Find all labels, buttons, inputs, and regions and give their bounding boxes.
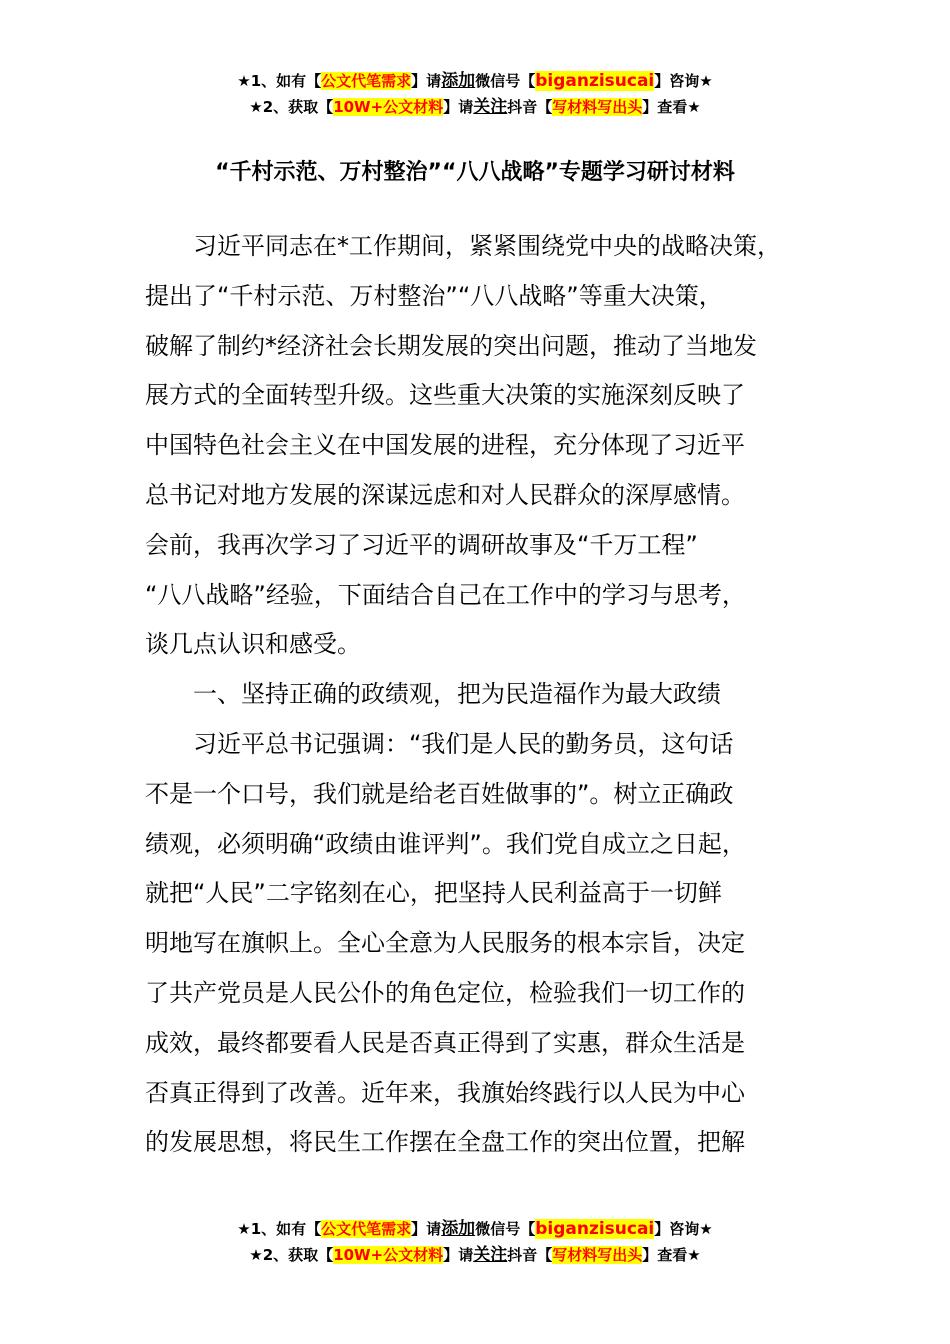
body-line: 一、坚持正确的政绩观，把为民造福作为最大政绩 — [145, 680, 721, 709]
banner-highlight: 公文代笔需求 — [321, 1220, 412, 1238]
banner-text: 抖音【 — [507, 98, 553, 116]
banner-text: 】查看★ — [642, 98, 701, 116]
banner-text: 】咨询★ — [654, 1220, 713, 1238]
body-line: 提出了“千村示范、万村整治”“八八战略”等重大决策， — [145, 281, 723, 310]
banner-text: ★2、获取【 — [249, 98, 334, 116]
body-line: 破解了制约*经济社会长期发展的突出问题，推动了当地发 — [145, 331, 757, 360]
banner-text: ★1、如有【 — [237, 1220, 322, 1238]
banner-text: 】查看★ — [642, 1246, 701, 1264]
header-banner — [0, 68, 950, 120]
body-line: 的发展思想，将民生工作摆在全盘工作的突出位置，把解 — [145, 1128, 745, 1157]
banner-text: 】咨询★ — [654, 72, 713, 90]
body-line: 总书记对地方发展的深谋远虑和对人民群众的深厚感情。 — [145, 480, 745, 509]
body-line: 否真正得到了改善。近年来，我旗始终践行以人民为中心 — [145, 1078, 745, 1107]
banner-text: 】请 — [411, 72, 442, 90]
banner-text: ★1、如有【 — [237, 72, 322, 90]
banner-emphasis: 关注 — [473, 97, 508, 117]
body-line: 习近平总书记强调：“我们是人民的勤务员，这句话 — [145, 729, 734, 758]
body-line: 绩观，必须明确“政绩由谁评判”。我们党自成立之日起， — [145, 829, 746, 858]
body-line: 展方式的全面转型升级。这些重大决策的实施深刻反映了 — [145, 381, 745, 410]
body-line: 成效，最终都要看人民是否真正得到了实惠，群众生活是 — [145, 1028, 745, 1057]
banner-line-2 — [0, 1242, 950, 1268]
body-line: 会前，我再次学习了习近平的调研故事及“千万工程” — [145, 530, 698, 559]
banner-line-1 — [0, 68, 950, 94]
body-line: 明地写在旗帜上。全心全意为人民服务的根本宗旨，决定 — [145, 929, 745, 958]
body-line: 不是一个口号，我们就是给老百姓做事的”。树立正确政 — [145, 779, 734, 808]
banner-emphasis: 添加 — [441, 71, 476, 91]
banner-wechat-id: biganzisucai — [535, 71, 655, 91]
banner-wechat-id: biganzisucai — [535, 1219, 655, 1239]
banner-line-1 — [0, 1216, 950, 1242]
banner-highlight: 10W+公文材料 — [333, 98, 444, 116]
banner-text: 】请 — [411, 1220, 442, 1238]
banner-text: 微信号【 — [475, 1220, 536, 1238]
banner-highlight: 写材料写出头 — [552, 98, 643, 116]
document-body — [145, 222, 825, 1168]
body-line: 谈几点认识和感受。 — [145, 630, 361, 659]
banner-emphasis: 关注 — [473, 1245, 508, 1265]
banner-text: ★2、获取【 — [249, 1246, 334, 1264]
body-line: 了共产党员是人民公仆的角色定位，检验我们一切工作的 — [145, 978, 745, 1007]
body-line: 就把“人民”二字铭刻在心，把坚持人民利益高于一切鲜 — [145, 879, 722, 908]
banner-highlight: 10W+公文材料 — [333, 1246, 444, 1264]
banner-text: 微信号【 — [475, 72, 536, 90]
banner-highlight: 公文代笔需求 — [321, 72, 412, 90]
document-title: “千村示范、万村整治”“八八战略”专题学习研讨材料 — [215, 160, 735, 185]
banner-line-2 — [0, 94, 950, 120]
banner-text: 】请 — [443, 1246, 474, 1264]
banner-emphasis: 添加 — [441, 1219, 476, 1239]
banner-highlight: 写材料写出头 — [552, 1246, 643, 1264]
body-line: “八八战略”经验，下面结合自己在工作中的学习与思考， — [145, 580, 746, 609]
body-line: 中国特色社会主义在中国发展的进程，充分体现了习近平 — [145, 431, 745, 460]
banner-text: 抖音【 — [507, 1246, 553, 1264]
body-line: 习近平同志在*工作期间，紧紧围绕党中央的战略决策， — [145, 232, 781, 260]
banner-text: 】请 — [443, 98, 474, 116]
footer-banner — [0, 1216, 950, 1268]
